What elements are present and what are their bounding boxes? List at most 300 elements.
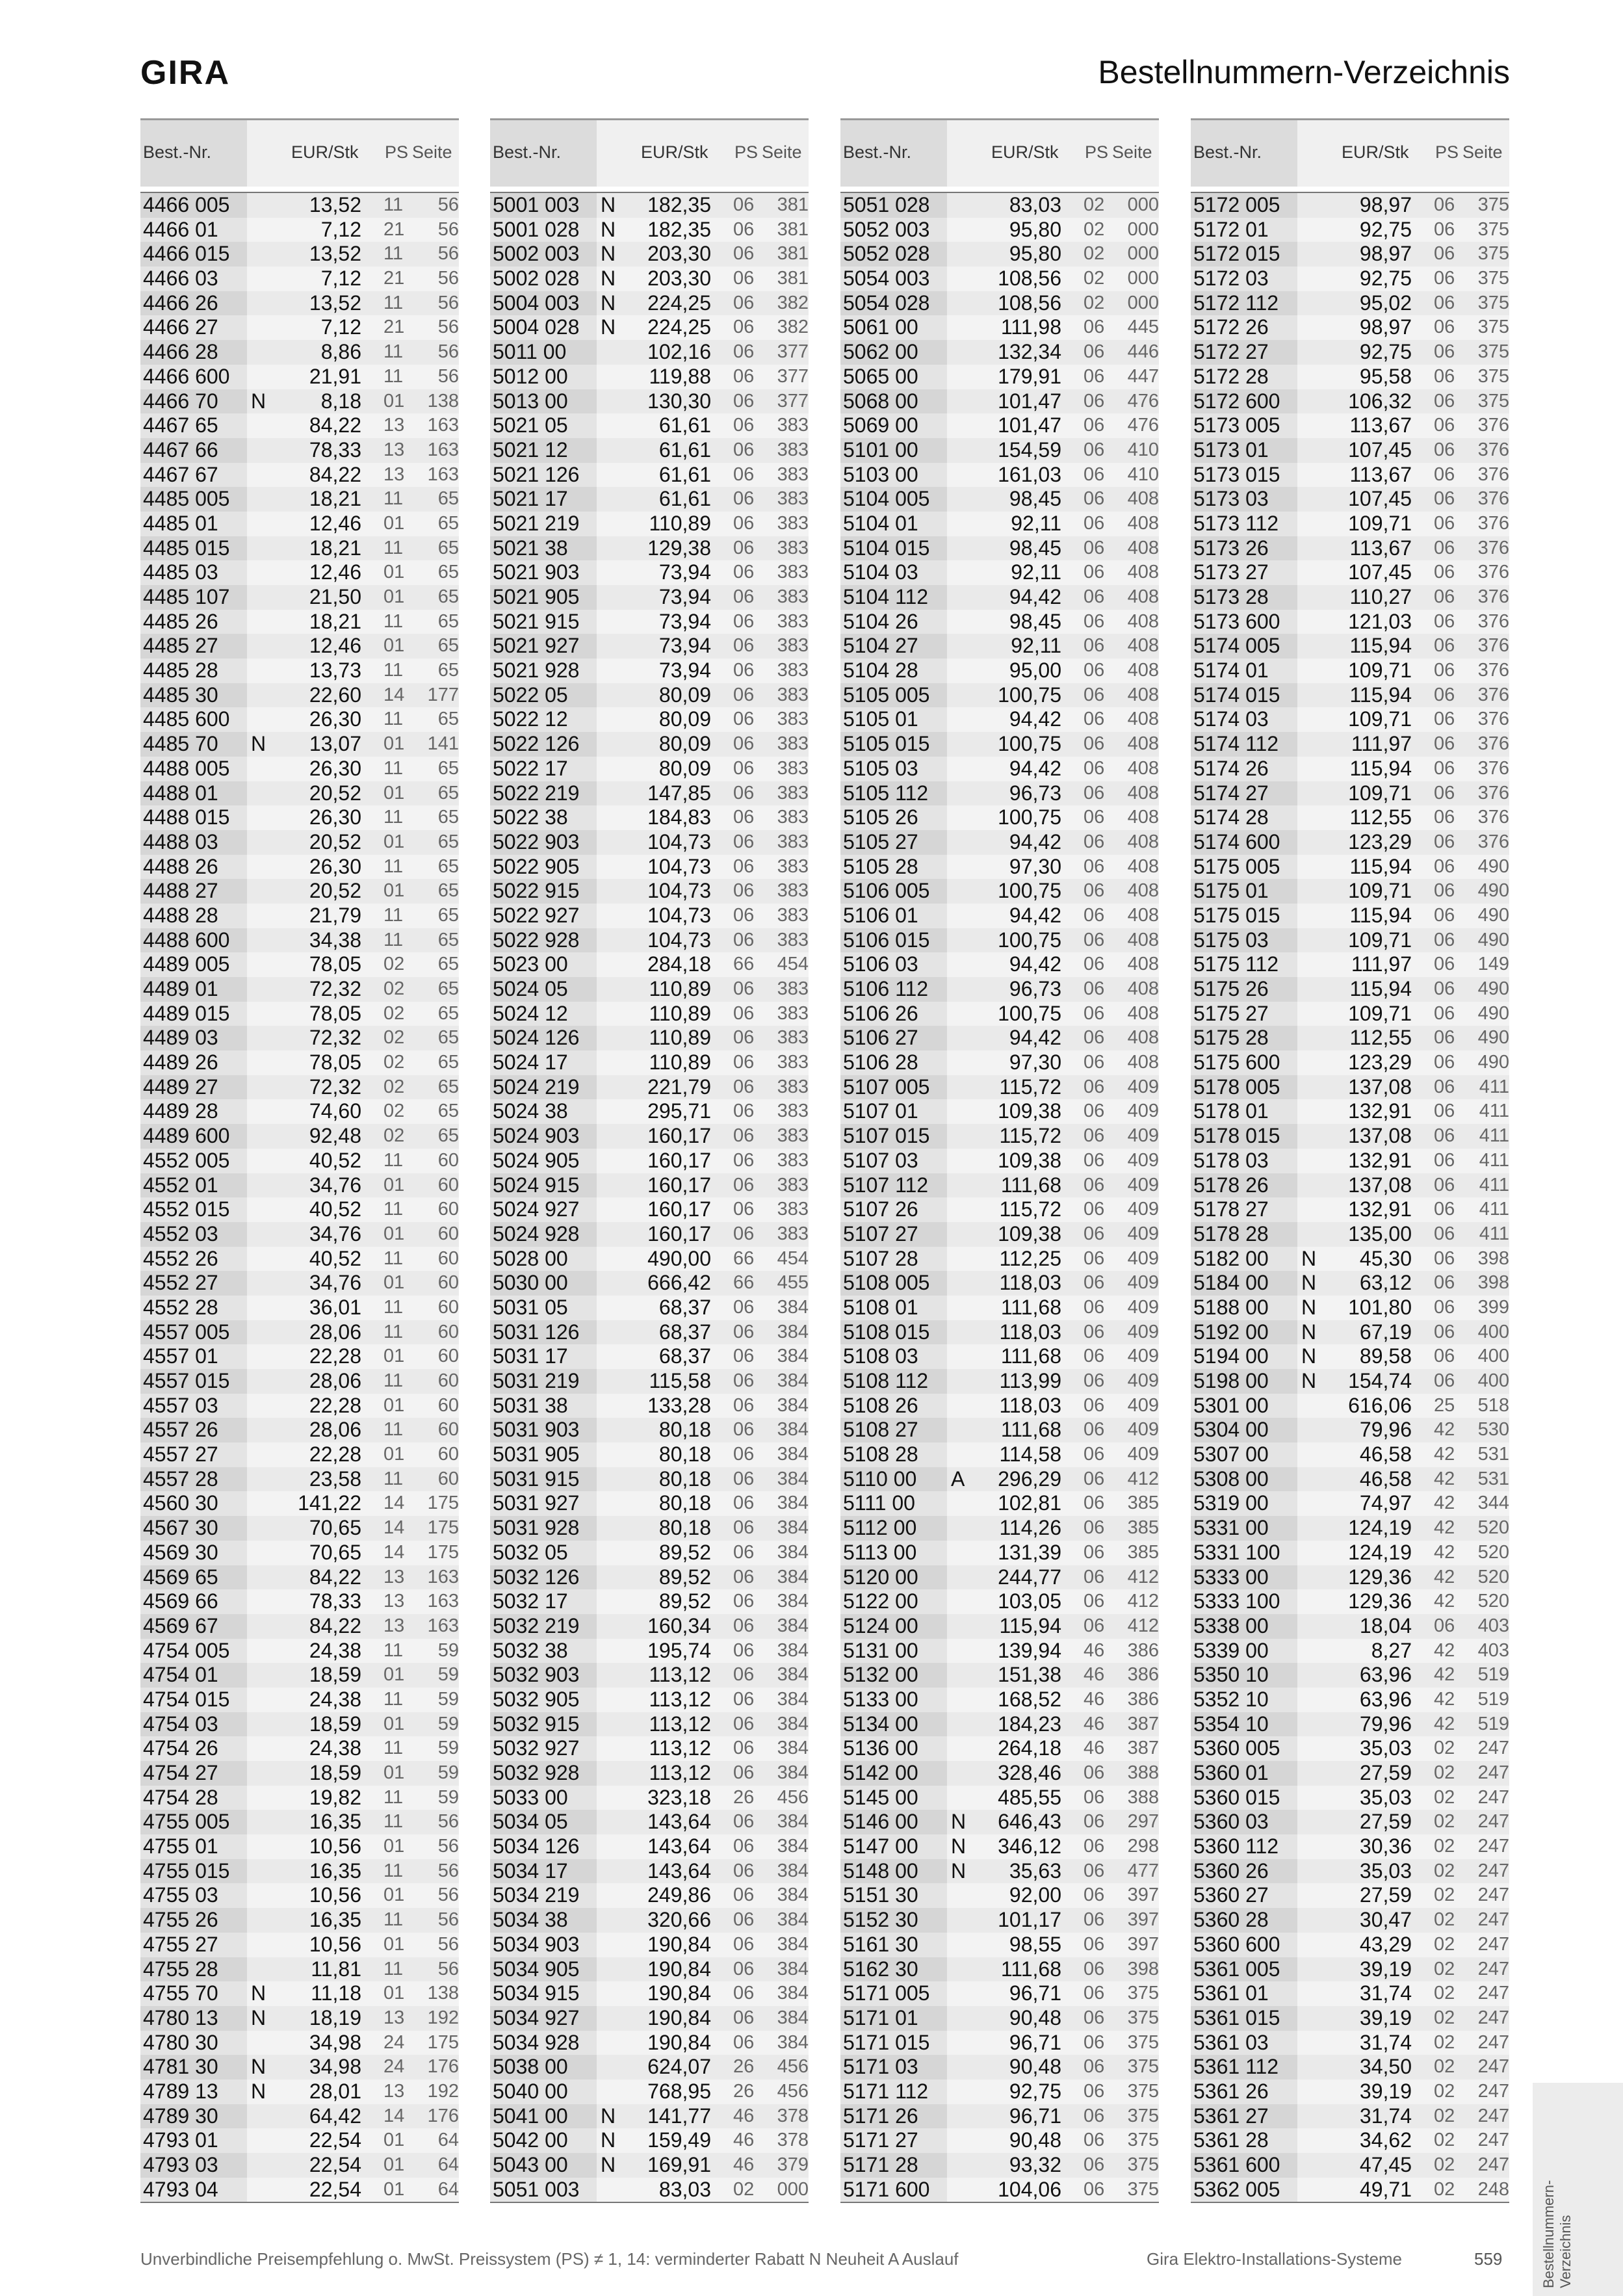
table-row [840, 830, 1159, 855]
price: 92,11 [1011, 560, 1061, 584]
catalog-page: 375 [1477, 341, 1509, 363]
table-row [1191, 1369, 1509, 1394]
order-number: 5174 27 [1193, 781, 1269, 805]
price: 115,58 [649, 1369, 711, 1392]
order-number: 5024 17 [493, 1050, 568, 1075]
catalog-page: 409 [1127, 1174, 1159, 1195]
price: 110,89 [649, 1001, 711, 1025]
order-number: 5104 112 [843, 585, 929, 608]
order-number: 5304 00 [1193, 1418, 1269, 1442]
catalog-page: 375 [1127, 2031, 1159, 2053]
table-row [490, 2128, 809, 2153]
price-system: 06 [733, 586, 755, 607]
catalog-page: 56 [437, 292, 459, 313]
price: 624,07 [647, 2055, 711, 2079]
catalog-page: 383 [777, 929, 809, 950]
order-number: 5192 00 [1193, 1320, 1269, 1344]
price: 100,75 [998, 928, 1061, 952]
order-number: 4489 005 [143, 952, 230, 976]
page-title: Bestellnummern-Verzeichnis [1098, 54, 1510, 90]
price: 18,59 [309, 1663, 361, 1687]
price-system: 06 [1434, 635, 1455, 657]
catalog-page: 408 [1127, 831, 1159, 852]
catalog-page: 456 [777, 1786, 809, 1808]
table-row [490, 291, 809, 316]
table-row [840, 1344, 1159, 1369]
order-number: 4755 28 [143, 1957, 218, 1981]
order-number: 5034 05 [493, 1810, 568, 1834]
table-row [1191, 757, 1509, 781]
header-page: Seite [412, 142, 452, 162]
price-system: 46 [1084, 1664, 1105, 1686]
table-row [490, 1834, 809, 1859]
table-row [140, 1271, 459, 1296]
price-system: 11 [383, 610, 404, 632]
order-number: 4754 26 [143, 1736, 218, 1760]
catalog-page: 376 [1477, 586, 1509, 607]
order-number: 5113 00 [843, 1540, 917, 1564]
catalog-page: 247 [1477, 1738, 1509, 1759]
catalog-page: 65 [437, 1076, 459, 1097]
table-row [1191, 1663, 1509, 1688]
price-system: 06 [1084, 880, 1105, 902]
order-number: 4466 28 [143, 340, 218, 364]
table-row [490, 732, 809, 757]
catalog-page: 65 [437, 562, 459, 583]
price: 45,30 [1359, 1246, 1412, 1270]
order-number: 5171 03 [843, 2055, 918, 2079]
order-number: 5032 126 [493, 1565, 580, 1589]
order-number: 4780 13 [143, 2005, 218, 2029]
table-row [1191, 536, 1509, 561]
order-number: 5034 219 [493, 1883, 580, 1907]
price: 12,46 [309, 560, 361, 584]
price-system: 02 [1084, 243, 1105, 265]
price-system: 06 [733, 1394, 755, 1416]
price: 47,45 [1359, 2153, 1412, 2176]
brand-logo: GIRA [140, 54, 230, 92]
catalog-page: 376 [1477, 733, 1509, 755]
catalog-page: 456 [777, 2056, 809, 2078]
table-row [1191, 904, 1509, 928]
price: 107,45 [1348, 437, 1412, 462]
price: 89,52 [658, 1540, 711, 1564]
table-row [140, 1050, 459, 1075]
order-number: 5178 28 [1193, 1221, 1269, 1246]
price-system: 06 [1434, 1076, 1455, 1097]
order-number: 5172 600 [1193, 389, 1280, 413]
catalog-page: 409 [1127, 1199, 1159, 1220]
order-number: 5174 28 [1193, 805, 1269, 829]
status-flag: N [601, 193, 616, 216]
order-number: 5338 00 [1193, 1613, 1269, 1637]
catalog-page: 397 [1127, 1933, 1159, 1955]
price: 98,45 [1009, 487, 1061, 511]
price: 133,28 [647, 1393, 711, 1417]
table-row [140, 1369, 459, 1394]
catalog-page: 384 [777, 1419, 809, 1441]
catalog-page: 408 [1127, 562, 1159, 583]
table-row [1191, 1957, 1509, 1982]
price-system: 02 [1084, 292, 1105, 313]
price-system: 06 [1084, 684, 1105, 705]
order-number: 5172 28 [1193, 364, 1269, 388]
price-system: 02 [383, 1027, 405, 1049]
catalog-page: 60 [437, 1149, 459, 1171]
price: 129,38 [647, 536, 711, 560]
price-system: 06 [1084, 1860, 1105, 1881]
table-row [140, 757, 459, 781]
price: 104,73 [647, 903, 711, 927]
table-row [840, 904, 1159, 928]
table-row [840, 1834, 1159, 1859]
catalog-page: 176 [427, 2105, 459, 2126]
table-row [140, 1149, 459, 1173]
price-system: 06 [1084, 978, 1105, 999]
catalog-page: 409 [1127, 1321, 1159, 1342]
price-system: 01 [383, 1444, 405, 1465]
catalog-page: 454 [777, 1247, 809, 1269]
price: 92,11 [1011, 511, 1061, 535]
order-number: 5175 28 [1193, 1026, 1269, 1050]
price: 666,42 [647, 1271, 711, 1295]
price-system: 06 [733, 978, 755, 999]
order-number: 5173 27 [1193, 560, 1269, 584]
order-number: 5174 01 [1193, 659, 1269, 683]
catalog-page: 384 [777, 1591, 809, 1612]
price-system: 06 [733, 1933, 755, 1955]
catalog-page: 65 [437, 537, 459, 558]
table-row [140, 610, 459, 634]
table-row [140, 1026, 459, 1050]
price: 113,67 [1349, 536, 1412, 560]
catalog-page: 65 [437, 488, 459, 510]
price: 83,03 [1009, 193, 1061, 216]
price: 84,22 [309, 1613, 361, 1637]
table-row [490, 977, 809, 1002]
catalog-page: 247 [1477, 2056, 1509, 2078]
table-row [490, 1883, 809, 1908]
price: 98,45 [1009, 609, 1061, 633]
order-number: 5011 00 [493, 340, 567, 364]
order-number: 5023 00 [493, 952, 568, 976]
table-row [1191, 1124, 1509, 1149]
order-number: 5352 10 [1193, 1687, 1269, 1711]
table-row [140, 560, 459, 585]
price: 93,32 [1009, 2153, 1061, 2176]
status-flag: N [251, 2005, 266, 2029]
catalog-page: 384 [777, 1517, 809, 1539]
order-number: 5022 12 [493, 707, 568, 731]
order-number: 5034 928 [493, 2030, 580, 2054]
order-number: 5031 927 [493, 1491, 580, 1515]
price-system: 21 [383, 218, 405, 240]
table-row [490, 267, 809, 291]
catalog-page: 384 [777, 1909, 809, 1931]
table-row [140, 463, 459, 488]
order-number: 5002 028 [493, 267, 580, 291]
table-row [140, 1786, 459, 1810]
table-row [840, 952, 1159, 977]
order-number: 5134 00 [843, 1712, 918, 1736]
header-code: Best.-Nr. [143, 142, 212, 162]
order-number: 4488 28 [143, 903, 218, 927]
catalog-page: 65 [437, 954, 459, 975]
catalog-page: 408 [1127, 929, 1159, 950]
table-row [840, 413, 1159, 438]
table-row [1191, 413, 1509, 438]
catalog-page: 176 [427, 2056, 459, 2078]
catalog-page: 64 [437, 2178, 459, 2200]
table-row [840, 315, 1159, 340]
price: 16,35 [309, 1859, 361, 1883]
table-row [140, 438, 459, 463]
order-number: 5061 00 [843, 315, 918, 339]
catalog-page: 60 [437, 1247, 459, 1269]
catalog-page: 56 [437, 317, 459, 338]
header-page: Seite [1112, 142, 1152, 162]
price: 18,21 [309, 487, 361, 511]
order-number: 5108 015 [843, 1320, 930, 1344]
price: 96,73 [1009, 781, 1061, 805]
order-number: 4754 01 [143, 1663, 218, 1687]
price: 168,52 [998, 1687, 1061, 1711]
table-row [140, 585, 459, 610]
order-number: 4488 26 [143, 854, 218, 878]
table-row [490, 879, 809, 904]
price-system: 02 [1434, 2007, 1455, 2028]
order-number: 5136 00 [843, 1736, 918, 1760]
order-number: 4557 01 [143, 1344, 218, 1368]
price-system: 06 [1434, 1272, 1455, 1294]
order-number: 5107 03 [843, 1148, 918, 1172]
price-system: 02 [1434, 1933, 1455, 1955]
table-row [140, 1859, 459, 1884]
price-system: 01 [383, 1174, 405, 1195]
table-row [1191, 1688, 1509, 1712]
price: 94,42 [1009, 952, 1061, 976]
table-row [1191, 1786, 1509, 1810]
page-number: 559 [1474, 2249, 1503, 2269]
price-system: 06 [733, 831, 755, 852]
table-row [840, 707, 1159, 732]
price: 19,82 [309, 1785, 361, 1809]
order-number: 5032 927 [493, 1736, 580, 1760]
order-number: 5173 03 [1193, 487, 1269, 511]
price-system: 06 [1084, 1272, 1105, 1294]
price: 224,25 [647, 291, 711, 315]
table-row [1191, 291, 1509, 316]
price: 137,08 [1348, 1173, 1412, 1197]
price: 112,55 [1349, 805, 1412, 829]
table-row [1191, 1908, 1509, 1933]
price: 118,03 [999, 1393, 1061, 1417]
price-system: 46 [733, 2130, 755, 2151]
price: 49,71 [1359, 2177, 1412, 2201]
status-flag: N [951, 1859, 967, 1883]
order-number: 5360 112 [1193, 1834, 1279, 1859]
price-system: 06 [1084, 1247, 1105, 1269]
price-system: 01 [383, 390, 405, 411]
table-row [140, 1810, 459, 1834]
price: 89,58 [1359, 1344, 1412, 1368]
catalog-page: 409 [1127, 1394, 1159, 1416]
order-number: 5004 028 [493, 315, 580, 339]
catalog-page: 56 [437, 194, 459, 215]
price: 295,71 [647, 1099, 711, 1123]
price: 73,94 [658, 609, 711, 633]
order-number: 4488 005 [143, 756, 230, 780]
order-number: 4485 01 [143, 511, 218, 535]
header-code: Best.-Nr. [843, 142, 912, 162]
order-number: 5021 905 [493, 585, 580, 608]
price-system: 06 [1434, 194, 1455, 215]
table-row [1191, 805, 1509, 830]
price-system: 06 [1084, 586, 1105, 607]
price: 68,37 [658, 1320, 711, 1344]
price-system: 42 [1434, 1713, 1455, 1734]
catalog-page: 383 [777, 1174, 809, 1195]
price: 190,84 [647, 2030, 711, 2054]
price: 34,62 [1359, 2128, 1412, 2152]
price-system: 06 [733, 757, 755, 779]
price: 20,52 [309, 829, 361, 854]
table-row [140, 1541, 459, 1565]
catalog-page: 520 [1477, 1591, 1509, 1612]
table-row [140, 2104, 459, 2129]
price: 78,05 [309, 1001, 361, 1025]
price-system: 06 [1084, 782, 1105, 803]
catalog-page: 376 [1477, 463, 1509, 485]
price: 64,42 [309, 2104, 361, 2128]
order-number: 5021 05 [493, 413, 568, 437]
price: 24,38 [309, 1736, 361, 1760]
table-row [490, 487, 809, 512]
price: 249,86 [647, 1883, 711, 1907]
price: 109,71 [1348, 781, 1412, 805]
order-number: 4754 005 [143, 1638, 230, 1662]
price-system: 02 [383, 1076, 405, 1097]
catalog-page: 56 [437, 1811, 459, 1833]
table-row [1191, 1271, 1509, 1296]
catalog-page: 384 [777, 1370, 809, 1391]
price: 113,67 [1349, 413, 1412, 437]
price: 118,03 [999, 1320, 1061, 1344]
price: 224,25 [647, 315, 711, 339]
price-system: 06 [733, 1909, 755, 1931]
price: 160,17 [647, 1173, 711, 1197]
price: 115,94 [999, 1613, 1061, 1637]
price: 100,75 [998, 805, 1061, 829]
catalog-page: 518 [1477, 1394, 1509, 1416]
order-number: 5021 12 [493, 437, 568, 462]
price-system: 06 [733, 390, 755, 411]
table-row [490, 2006, 809, 2031]
table-row [490, 1197, 809, 1222]
catalog-page: 446 [1127, 341, 1159, 363]
catalog-page: 56 [437, 268, 459, 289]
table-row [1191, 2031, 1509, 2055]
price-system: 13 [383, 1591, 405, 1612]
price: 78,33 [309, 1589, 361, 1613]
price-system: 46 [1084, 1639, 1105, 1661]
order-number: 4467 65 [143, 413, 218, 437]
order-number: 4488 600 [143, 928, 230, 952]
catalog-page: 408 [1127, 733, 1159, 755]
catalog-page: 397 [1127, 1885, 1159, 1906]
catalog-page: 60 [437, 1419, 459, 1441]
price: 30,36 [1359, 1834, 1412, 1859]
price: 113,12 [649, 1663, 711, 1687]
catalog-page: 375 [1127, 2105, 1159, 2126]
price: 90,48 [1009, 2055, 1061, 2079]
catalog-page: 386 [1127, 1639, 1159, 1661]
table-row [1191, 1859, 1509, 1884]
price-system: 06 [1434, 268, 1455, 289]
price: 129,36 [1348, 1589, 1412, 1613]
table-row [840, 585, 1159, 610]
order-number: 5013 00 [493, 389, 568, 413]
header-ps: PS [734, 142, 759, 162]
price-system: 02 [1434, 1786, 1455, 1808]
order-number: 5021 927 [493, 634, 580, 658]
price: 123,29 [1348, 1050, 1412, 1075]
catalog-page: 386 [1127, 1664, 1159, 1686]
price-system: 06 [1084, 439, 1105, 460]
table-row [140, 707, 459, 732]
price: 137,08 [1348, 1124, 1412, 1148]
price: 72,32 [309, 977, 361, 1000]
price: 96,71 [1009, 2030, 1061, 2054]
order-number: 5105 28 [843, 854, 918, 878]
order-number: 5184 00 [1193, 1271, 1269, 1295]
price-system: 06 [733, 292, 755, 313]
price-system: 06 [1434, 1247, 1455, 1269]
price-system: 06 [733, 341, 755, 363]
catalog-page: 384 [777, 1836, 809, 1857]
price: 7,12 [320, 267, 361, 291]
table-row [840, 463, 1159, 488]
price-system: 13 [383, 2080, 405, 2102]
price: 203,30 [647, 242, 711, 266]
status-flag: N [601, 267, 616, 291]
status-flag: N [601, 291, 616, 315]
price-system: 02 [1084, 268, 1105, 289]
order-number: 5051 003 [493, 2177, 580, 2201]
order-number: 5021 17 [493, 487, 568, 511]
catalog-page: 376 [1477, 660, 1509, 681]
order-number: 5105 27 [843, 829, 918, 854]
price-system: 06 [1434, 807, 1455, 828]
order-number: 5361 26 [1193, 2079, 1269, 2103]
price: 34,98 [309, 2055, 361, 2079]
catalog-page: 375 [1127, 2056, 1159, 2078]
table-row [840, 536, 1159, 561]
catalog-page: 388 [1127, 1786, 1159, 1808]
table-row [490, 315, 809, 340]
price: 104,06 [998, 2177, 1061, 2201]
price: 95,00 [1009, 659, 1061, 683]
catalog-page: 383 [777, 709, 809, 730]
price: 490,00 [647, 1246, 711, 1270]
catalog-page: 59 [437, 1786, 459, 1808]
order-number: 5022 17 [493, 756, 568, 780]
price-system: 11 [383, 1639, 404, 1661]
price-system: 06 [733, 1370, 755, 1391]
order-number: 5178 01 [1193, 1099, 1269, 1123]
catalog-page: 411 [1479, 1125, 1509, 1147]
order-number: 5188 00 [1193, 1295, 1269, 1319]
